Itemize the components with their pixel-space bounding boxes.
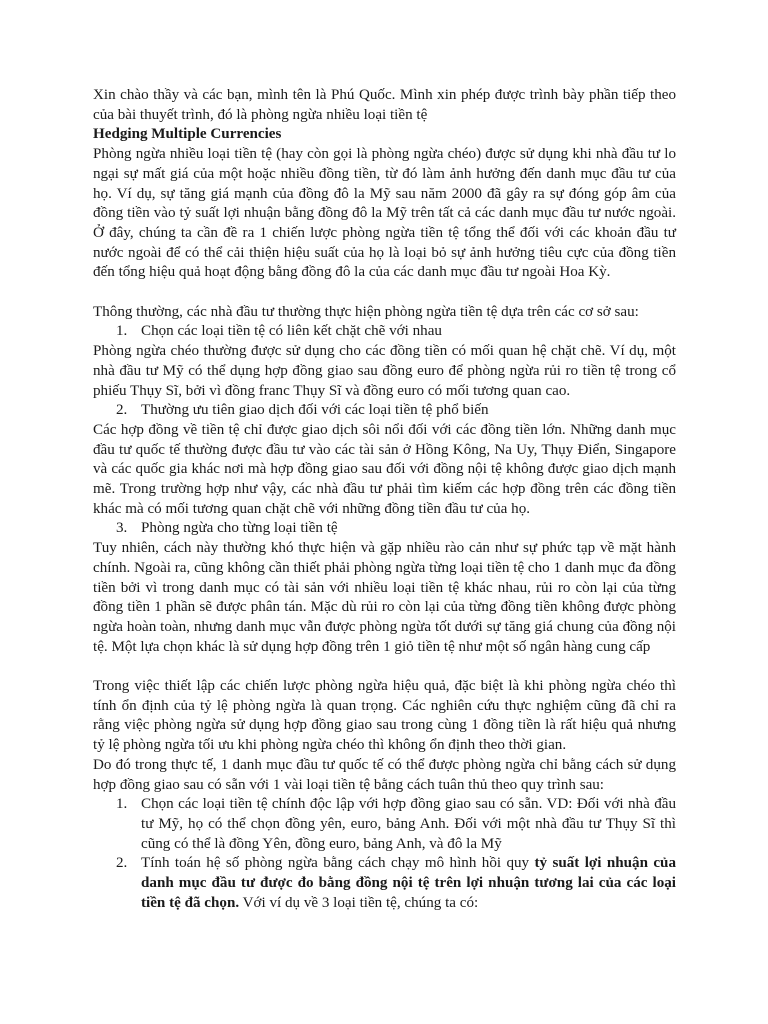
paragraph-2: Thông thường, các nhà đầu tư thường thực hiện phòng ngừa tiền tệ dựa trên các cơ sở sau: [93,303,639,320]
list1-item-3-title [93,519,676,539]
list-item-title: Phòng ngừa cho từng loại tiền tệ [141,520,338,537]
list-item-text-bold: tỷ suất lợi nhuận của danh mục đầu tư được đo bằng đồng nội tệ trên lợi nhuận tương lai của các loại tiền tệ đã chọn. [141,855,676,911]
blank-line [93,283,676,303]
list-item-text-after: Với ví dụ về 3 loại tiền tệ, chúng ta có: [239,894,479,911]
section-heading: Hedging Multiple Currencies [93,126,282,143]
list-number: 2. [116,855,128,872]
intro-paragraph: Xin chào thầy và các bạn, mình tên là Phú Quốc. Mình xin phép được trình bày phần tiếp theo của bài thuyết trình, đó là phòng ngừa nhiều loại tiền tệ [93,87,676,123]
list1-item-3-body: Tuy nhiên, cách này thường khó thực hiện và gặp nhiều rào cản như sự phức tạp về mặt hành chính. Ngoài ra, cũng không cần thiết phải phòng ngừa từng loại tiền tệ cho 1 danh mục đa đồng tiền bởi vì trong danh mục có tài sản với nhiều loại tiền tệ khác nhau, rủi ro còn lại của từng đồng tiền 1 phần sẽ được phân tán. Mặc dù rủi ro còn lại của từng đồng tiền không được phòng ngừa hoàn toàn, nhưng danh mục vẫn được phòng ngừa tốt dưới sự tăng giá chung của đồng nội tệ. Một lựa chọn khác là sử dụng hợp đồng trên 1 giỏ tiền tệ như một số ngân hàng cung cấp [93,540,676,655]
list1-item-1-body: Phòng ngừa chéo thường được sử dụng cho các đồng tiền có mối quan hệ chặt chẽ. Ví dụ, một nhà đầu tư Mỹ có thể dụng hợp đồng giao sau đồng euro để phòng ngừa rủi ro tiền tệ trong cổ phiếu Thụy Sĩ, bởi vì đồng franc Thụy Sĩ và đồng euro có mối tương quan cao. [93,343,676,399]
list-item-text-before: Tính toán hệ số phòng ngừa bằng cách chạy mô hình hồi quy [141,855,535,872]
list-item-title: Chọn các loại tiền tệ có liên kết chặt chẽ với nhau [141,323,442,340]
list1-item-2-title [93,401,676,421]
list-number: 1. [116,796,128,813]
paragraph-4: Do đó trong thực tế, 1 danh mục đầu tư quốc tế có thể được phòng ngừa chỉ bằng cách sử dụng hợp đồng giao sau có sẵn với 1 vài loại tiền tệ bằng cách tuân thủ theo quy trình sau: [93,756,676,793]
list-number: 2. [116,402,128,419]
list-number: 3. [116,520,128,537]
list-number: 1. [116,323,128,340]
list2-item-2 [93,854,676,913]
list2-item-1 [93,795,676,854]
paragraph-1: Phòng ngừa nhiều loại tiền tệ (hay còn gọi là phòng ngừa chéo) được sử dụng khi nhà đầu tư lo ngại sự mất giá của một hoặc nhiều đồng tiền, từ đó làm ảnh hưởng đến danh mục đầu tư của họ. Ví dụ, sự tăng giá mạnh của đồng đô la Mỹ sau năm 2000 đã gây ra sự đóng góp âm của đồng tiền vào tỷ suất lợi nhuận bằng đồng đô la Mỹ trên tất cả các danh mục đầu tư nước ngoài. Ở đây, chúng ta cần đề ra 1 chiến lược phòng ngừa tiền tệ tổng thể đối với các khoản đầu tư nước ngoài để có thể cải thiện hiệu suất của họ là loại bỏ sự ảnh hưởng tiêu cực của đồng tiền đến tổng hiệu quả hoạt động bằng đồng đô la của các danh mục đầu tư ngoài Hoa Kỳ. [93,146,676,281]
paragraph-3: Trong việc thiết lập các chiến lược phòng ngừa hiệu quả, đặc biệt là khi phòng ngừa chéo thì tính ổn định của tỷ lệ phòng ngừa là quan trọng. Các nghiên cứu thực nghiệm cũng đã chỉ ra rằng việc phòng ngừa sử dụng hợp đồng giao sau trong cùng 1 đồng tiền là rất hiệu quả nhưng tỷ lệ phòng ngừa tối ưu khi phòng ngừa chéo thì không ổn định theo thời gian. [93,678,676,754]
list-item-text: Chọn các loại tiền tệ chính độc lập với hợp đồng giao sau có sẵn. VD: Đối với nhà đầu tư Mỹ, họ có thể chọn đồng yên, euro, bảng Anh. Đối với một nhà đầu tư Thụy Sĩ thì cũng có thể là đồng Yên, đồng euro, bảng Anh, và đô la Mỹ [141,796,676,852]
list1-item-2-body: Các hợp đồng về tiền tệ chỉ được giao dịch sôi nổi đối với các đồng tiền lớn. Những danh mục đầu tư quốc tế thường được đầu tư vào các tài sản ở Hồng Kông, Na Uy, Thụy Điển, Singapore và các quốc gia khác nơi mà hợp đồng giao sau đối với đồng nội tệ không được giao dịch mạnh mẽ. Trong trường hợp như vậy, các nhà đầu tư phải tìm kiếm các hợp đồng trên các đồng tiền khác mà có mối tương quan chặt chẽ với những đồng tiền đầu tư của họ. [93,421,676,517]
list-item-title: Thường ưu tiên giao dịch đối với các loại tiền tệ phổ biến [141,402,489,419]
list1-item-1-title [93,322,676,342]
blank-line [93,657,676,677]
